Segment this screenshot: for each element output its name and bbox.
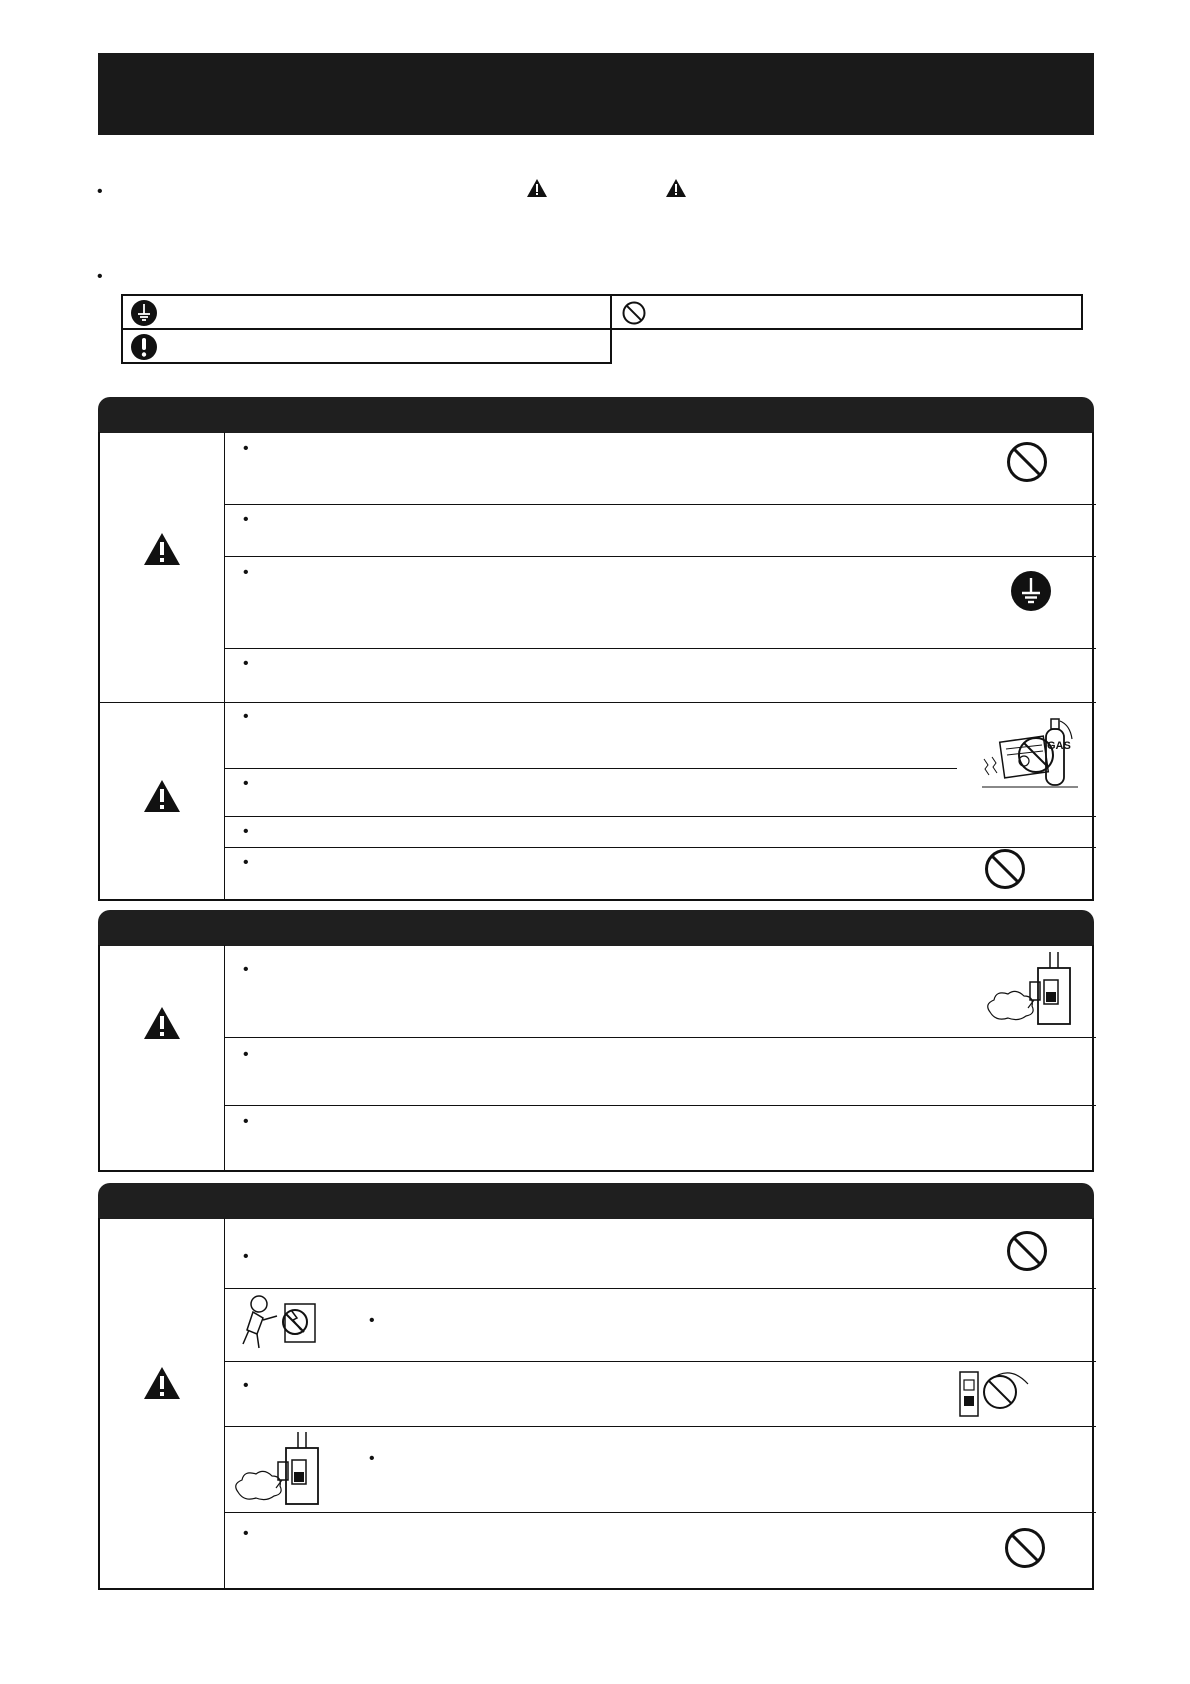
warning-triangle-icon (665, 178, 687, 198)
list-item-bullet: • (243, 775, 249, 792)
warning-triangle-icon (526, 178, 548, 198)
prohibited-circle-icon (983, 847, 1027, 891)
warning-triangle-icon (143, 1006, 181, 1040)
list-item-bullet: • (243, 854, 249, 871)
prohibited-circle-icon (621, 300, 647, 326)
circuit-breaker-illustration (982, 950, 1084, 1032)
list-item-bullet: • (369, 1312, 375, 1329)
prohibited-circle-icon (1003, 1526, 1047, 1570)
list-item-bullet: • (243, 708, 249, 725)
list-item-bullet: • (243, 655, 249, 672)
list-item-bullet: • (243, 564, 249, 581)
page-title-bar (98, 53, 1094, 135)
section-1-header (98, 397, 1094, 433)
section-2-header (98, 910, 1094, 946)
list-item-bullet: • (243, 961, 249, 978)
intro-bullet-2: • (97, 268, 103, 285)
section-3-header (98, 1183, 1094, 1219)
prohibited-circle-icon (1005, 1229, 1049, 1273)
legend-mandatory (121, 328, 612, 364)
plug-prohibited-illustration (956, 1366, 1032, 1424)
list-item-bullet: • (369, 1450, 375, 1467)
list-item-bullet: • (243, 440, 249, 457)
svg-text:GAS: GAS (1047, 740, 1071, 752)
prohibited-circle-icon (1005, 440, 1049, 484)
intro-bullet-1: • (97, 183, 103, 200)
warning-triangle-icon (143, 532, 181, 566)
list-item-bullet: • (243, 1525, 249, 1542)
warning-triangle-icon (143, 779, 181, 813)
electric-shock-illustration (239, 1290, 325, 1356)
list-item-bullet: • (243, 1113, 249, 1130)
ground-symbol-icon (130, 299, 158, 327)
list-item-bullet: • (243, 1046, 249, 1063)
exclamation-mandatory-icon (130, 333, 158, 361)
gas-cylinder-illustration (978, 711, 1084, 791)
legend-ground (121, 294, 612, 330)
list-item-bullet: • (243, 823, 249, 840)
circuit-breaker-illustration (230, 1430, 332, 1512)
legend-prohibited (610, 294, 1083, 330)
ground-symbol-icon (1010, 570, 1052, 612)
list-item-bullet: • (243, 511, 249, 528)
warning-triangle-icon (143, 1366, 181, 1400)
list-item-bullet: • (243, 1377, 249, 1394)
list-item-bullet: • (243, 1248, 249, 1265)
